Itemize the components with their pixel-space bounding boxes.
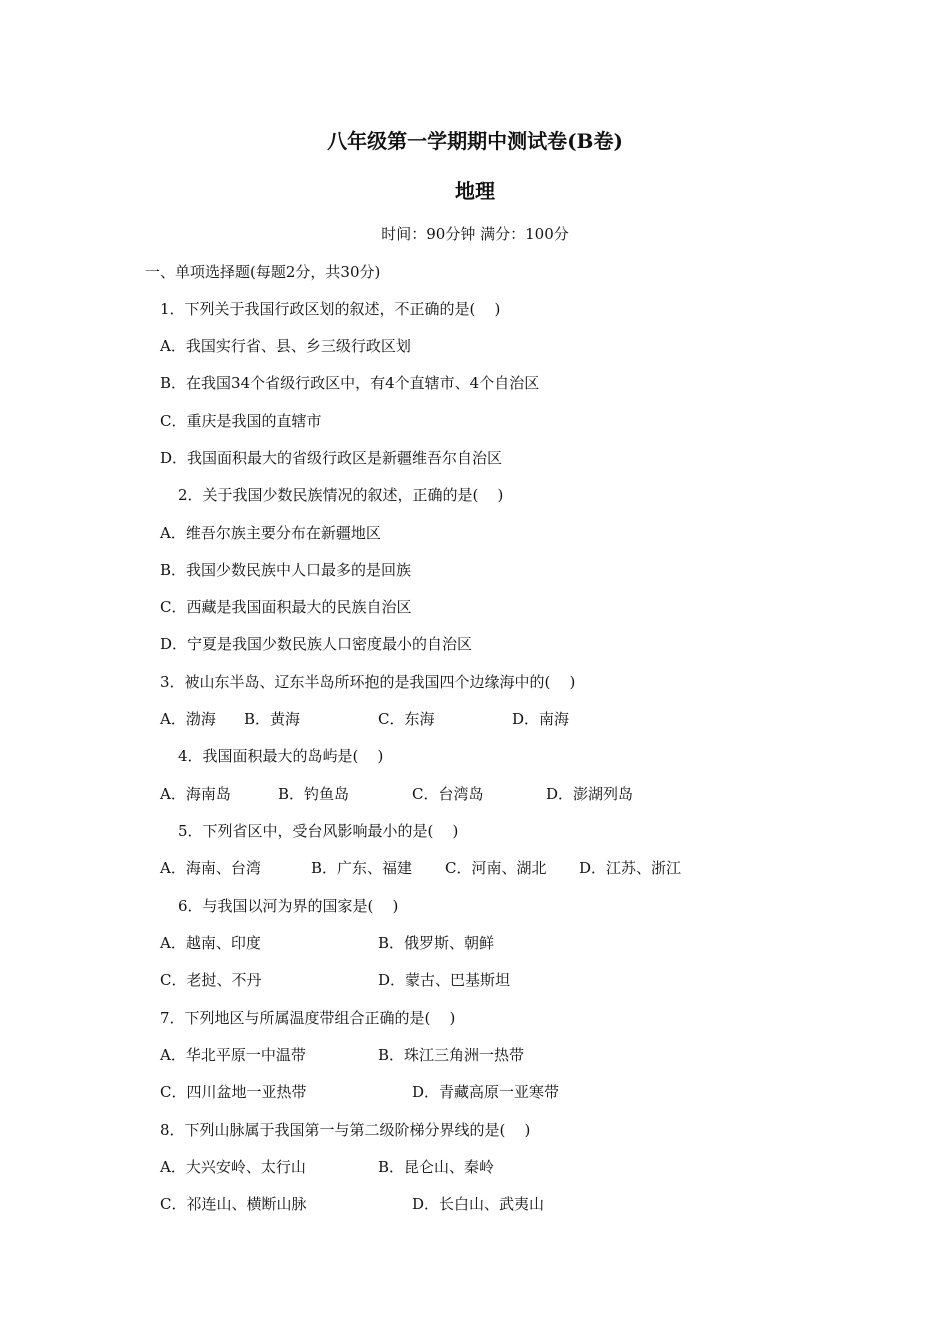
section-heading: 一、单项选择题(每题2分，共30分) [145, 263, 381, 281]
question-7-stem: 7．下列地区与所属温度带组合正确的是( ) [160, 1009, 456, 1027]
question-6-option-c: C．老挝、不丹 [160, 971, 262, 989]
question-5-option-a: A．海南、台湾 [160, 859, 261, 877]
question-3-option-b: B．黄海 [244, 710, 301, 728]
question-7-option-a: A．华北平原一中温带 [160, 1046, 306, 1064]
question-1-option-b: B．在我国34个省级行政区中，有4个直辖市、4个自治区 [160, 374, 540, 392]
question-5-option-c: C．河南、湖北 [445, 859, 547, 877]
question-8-option-d: D．长白山、武夷山 [412, 1195, 545, 1213]
question-7-option-b: B．珠江三角洲一热带 [378, 1046, 525, 1064]
question-4-option-d: D．澎湖列岛 [546, 785, 634, 803]
question-7-option-d: D．青藏高原一亚寒带 [412, 1083, 560, 1101]
question-2-stem: 2．关于我国少数民族情况的叙述，正确的是( ) [178, 486, 504, 504]
question-6-option-a: A．越南、印度 [160, 934, 261, 952]
question-4-stem: 4．我国面积最大的岛屿是( ) [178, 747, 384, 765]
subject-title: 地理 [455, 179, 495, 203]
question-8-option-a: A．大兴安岭、太行山 [160, 1158, 306, 1176]
question-3-option-c: C．东海 [378, 710, 435, 728]
question-6-option-b: B．俄罗斯、朝鲜 [378, 934, 495, 952]
question-6-stem: 6．与我国以河为界的国家是( ) [178, 897, 399, 915]
exam-title: 八年级第一学期期中测试卷(B卷) [327, 129, 623, 153]
question-2-option-a: A．维吾尔族主要分布在新疆地区 [160, 524, 381, 542]
question-2-option-d: D．宁夏是我国少数民族人口密度最小的自治区 [160, 635, 473, 653]
question-3-stem: 3．被山东半岛、辽东半岛所环抱的是我国四个边缘海中的( ) [160, 673, 576, 691]
question-2-option-b: B．我国少数民族中人口最多的是回族 [160, 561, 412, 579]
question-8-option-b: B．昆仑山、秦岭 [378, 1158, 495, 1176]
question-1-stem: 1．下列关于我国行政区划的叙述，不正确的是( ) [160, 300, 501, 318]
question-5-option-b: B．广东、福建 [311, 859, 413, 877]
question-6-option-d: D．蒙古、巴基斯坦 [378, 971, 511, 989]
question-1-option-a: A．我国实行省、县、乡三级行政区划 [160, 337, 411, 355]
question-8-stem: 8．下列山脉属于我国第一与第二级阶梯分界线的是( ) [160, 1121, 531, 1139]
question-1-option-c: C．重庆是我国的直辖市 [160, 412, 322, 430]
question-4-option-b: B．钓鱼岛 [278, 785, 350, 803]
question-2-option-c: C．西藏是我国面积最大的民族自治区 [160, 598, 412, 616]
question-4-option-a: A．海南岛 [160, 785, 231, 803]
question-3-option-d: D．南海 [512, 710, 570, 728]
question-1-option-d: D．我国面积最大的省级行政区是新疆维吾尔自治区 [160, 449, 503, 467]
question-8-option-c: C．祁连山、横断山脉 [160, 1195, 307, 1213]
question-3-option-a: A．渤海 [160, 710, 216, 728]
question-4-option-c: C．台湾岛 [412, 785, 484, 803]
exam-meta: 时间：90分钟 满分：100分 [381, 225, 569, 243]
question-5-stem: 5．下列省区中，受台风影响最小的是( ) [178, 822, 459, 840]
question-7-option-c: C．四川盆地一亚热带 [160, 1083, 307, 1101]
question-5-option-d: D．江苏、浙江 [579, 859, 682, 877]
